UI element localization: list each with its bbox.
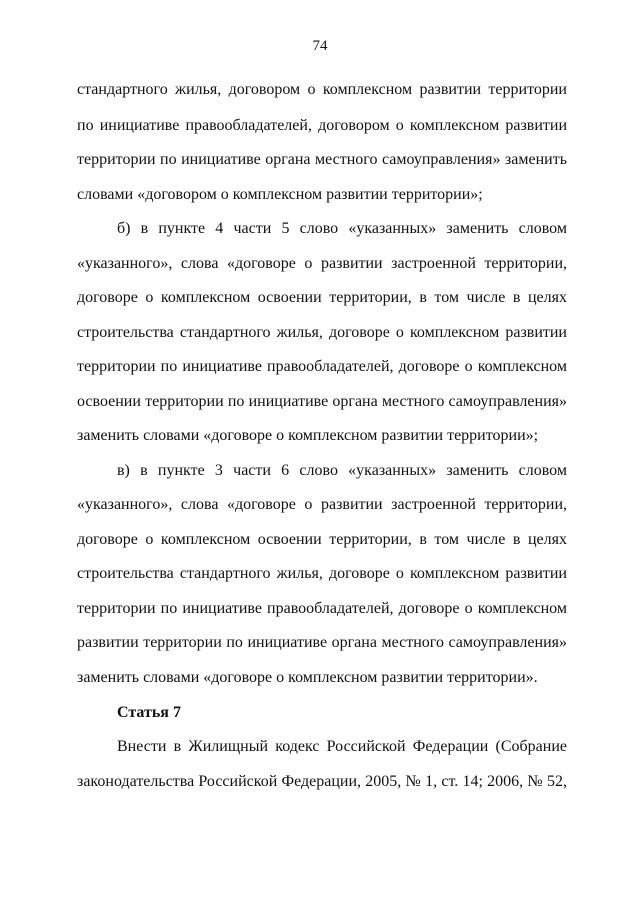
text-line: территории по инициативе правообладателей, договоре о комплексном [77,600,567,617]
text-line: договоре о комплексном освоении территории, в том числе в целях [77,289,567,306]
text-line: строительства стандартного жилья, договоре о комплексном развитии [77,565,567,582]
text-line: б) в пункте 4 части 5 слово «указанных» заменить словом [117,220,567,237]
text-line: Внести в Жилищный кодекс Российской Федерации (Собрание [117,738,567,755]
text-line: законодательства Российской Федерации, 2005, № 1, ст. 14; 2006, № 52, [77,773,567,790]
text-line: договоре о комплексном освоении территории, в том числе в целях [77,531,567,548]
page-number: 74 [312,38,328,54]
text-line: словами «договором о комплексном развитии территории»; [77,186,483,203]
text-line: территории по инициативе правообладателей, договоре о комплексном [77,358,567,375]
text-line: заменить словами «договоре о комплексном развитии территории». [77,669,538,686]
text-line: территории по инициативе органа местного самоуправления» заменить [77,151,567,168]
text-line: освоении территории по инициативе органа местного самоуправления» [77,393,567,410]
text-line: «указанного», слова «договоре о развитии застроенной территории, [77,255,567,272]
text-line: развитии территории по инициативе органа местного самоуправления» [77,634,567,651]
text-line: по инициативе правообладателей, договором о комплексном развитии [77,117,567,134]
text-line: «указанного», слова «договоре о развитии застроенной территории, [77,496,567,513]
article-heading: Статья 7 [117,704,181,721]
text-line: в) в пункте 3 части 6 слово «указанных» заменить словом [117,462,567,479]
text-line: стандартного жилья, договором о комплексном развитии территории [77,81,567,98]
text-line: заменить словами «договоре о комплексном развитии территории»; [77,427,539,444]
text-line: строительства стандартного жилья, договоре о комплексном развитии [77,324,567,341]
